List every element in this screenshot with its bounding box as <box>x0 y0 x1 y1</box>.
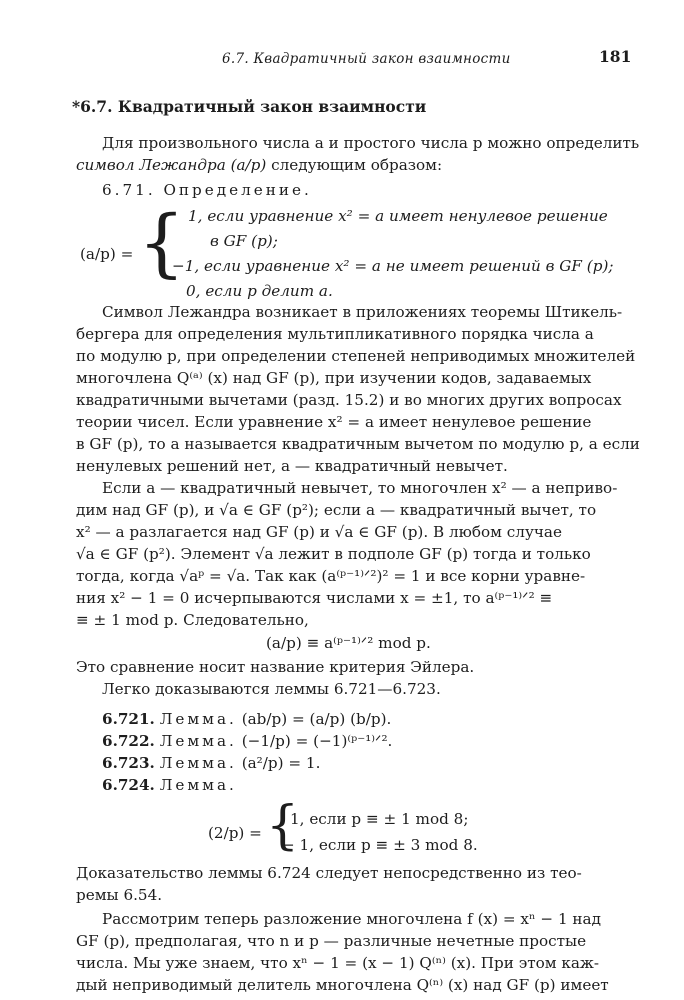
lemmas-intro: Легко доказываются леммы 6.721—6.723. <box>102 680 441 698</box>
lemma-text: (a²/p) = 1. <box>241 754 321 772</box>
lemma-text: (−1/p) = (−1)⁽ᵖ⁻¹⁾ᐟ². <box>241 732 393 750</box>
lemma-number: 6.721. <box>102 710 155 728</box>
lemma-724-case-1: 1, если p ≡ ± 1 mod 8; <box>290 810 469 828</box>
euler-formula: (a/p) ≡ a⁽ᵖ⁻¹⁾ᐟ² mod p. <box>266 634 431 652</box>
para-symbol-line-5: квадратичными вычетами (разд. 15.2) и во многих других вопросах <box>76 391 622 409</box>
legendre-symbol-term: символ Лежандра (a/p) <box>76 156 267 174</box>
para-nonresidue-line-2: дим над GF (p), и √a ∈ GF (p²); если a — квадратичный вычет, то <box>76 501 597 519</box>
lemma-number: 6.722. <box>102 732 155 750</box>
lemma-word: Лемма. <box>159 732 237 750</box>
lemma-724-lhs: (2/p) = <box>208 824 262 842</box>
running-title: 6.7. Квадратичный закон взаимности <box>222 51 511 67</box>
intro-line-1: Для произвольного числа a и простого числа p можно определить <box>102 134 640 152</box>
para-symbol-line-6: теории чисел. Если уравнение x² = a имеет ненулевое решение <box>76 413 592 431</box>
para-symbol-line-8: ненулевых решений нет, a — квадратичный невычет. <box>76 457 508 475</box>
lemma-item <box>102 708 391 730</box>
section-title: *6.7. Квадратичный закон взаимности <box>72 97 427 116</box>
para-symbol-line-2: бергера для определения мультипликативного порядка числа a <box>76 325 594 343</box>
para-symbol-line-1: Символ Лежандра возникает в приложениях теоремы Штикель- <box>102 303 623 321</box>
para-nonresidue-line-6: ния x² − 1 = 0 исчерпываются числами x = ±1, то a⁽ᵖ⁻¹⁾ᐟ² ≡ <box>76 589 553 607</box>
lemma-number: 6.724. <box>102 776 155 794</box>
final-para-line-2: GF (p), предполагая, что n и p — различные нечетные простые <box>76 932 587 950</box>
para-nonresidue-line-7: ≡ ± 1 mod p. Следовательно, <box>76 611 309 629</box>
lemma-item <box>102 774 237 796</box>
definition-brace: { <box>138 200 186 286</box>
lemma-item <box>102 730 392 752</box>
lemma-724-brace: { <box>266 796 300 856</box>
proof-line-1: Доказательство леммы 6.724 следует непосредственно из тео- <box>76 864 582 882</box>
final-para-line-3: числа. Мы уже знаем, что xⁿ − 1 = (x − 1) Q⁽ⁿ⁾ (x). При этом каж- <box>76 954 600 972</box>
intro-line-2-rest: следующим образом: <box>266 156 443 174</box>
definition-case-3: 0, если p делит a. <box>186 282 333 300</box>
definition-case-2: −1, если уравнение x² = a не имеет решений в GF (p); <box>172 257 614 275</box>
lemma-word: Лемма. <box>159 754 237 772</box>
lemma-item <box>102 752 320 774</box>
para-nonresidue-line-4: √a ∈ GF (p²). Элемент √a лежит в подполе GF (p) тогда и только <box>76 545 591 563</box>
para-symbol-line-3: по модулю p, при определении степеней неприводимых множителей <box>76 347 636 365</box>
lemma-number: 6.723. <box>102 754 155 772</box>
final-para-line-1: Рассмотрим теперь разложение многочлена f (x) = xⁿ − 1 над <box>102 910 601 928</box>
definition-label: 6.71. Определение. <box>102 181 312 199</box>
lemma-text: (ab/p) = (a/p) (b/p). <box>241 710 392 728</box>
lemma-724-case-2: − 1, если p ≡ ± 3 mod 8. <box>282 836 478 854</box>
proof-line-2: ремы 6.54. <box>76 886 163 904</box>
para-symbol-line-7: в GF (p), то a называется квадратичным вычетом по модулю p, а если <box>76 435 640 453</box>
para-nonresidue-line-1: Если a — квадратичный невычет, то многочлен x² — a неприво- <box>102 479 618 497</box>
para-symbol-line-4: многочлена Q⁽ᵃ⁾ (x) над GF (p), при изучении кодов, задаваемых <box>76 369 592 387</box>
lemma-word: Лемма. <box>159 710 237 728</box>
definition-case-1b: в GF (p); <box>210 232 278 250</box>
running-header <box>0 48 684 72</box>
page-number: 181 <box>599 47 632 66</box>
para-nonresidue-line-3: x² — a разлагается над GF (p) и √a ∈ GF (p). В любом случае <box>76 523 562 541</box>
intro-line-2 <box>76 154 442 176</box>
euler-criterion-text: Это сравнение носит название критерия Эйлера. <box>76 658 475 676</box>
lemma-word: Лемма. <box>159 776 237 794</box>
para-nonresidue-line-5: тогда, когда √aᵖ = √a. Так как (a⁽ᵖ⁻¹⁾ᐟ²)² = 1 и все корни уравне- <box>76 567 586 585</box>
definition-case-1a: 1, если уравнение x² = a имеет ненулевое решение <box>188 207 608 225</box>
definition-lhs: (a/p) = <box>80 245 134 263</box>
final-para-line-4: дый неприводимый делитель многочлена Q⁽ⁿ⁾ (x) над GF (p) имеет <box>76 976 609 994</box>
